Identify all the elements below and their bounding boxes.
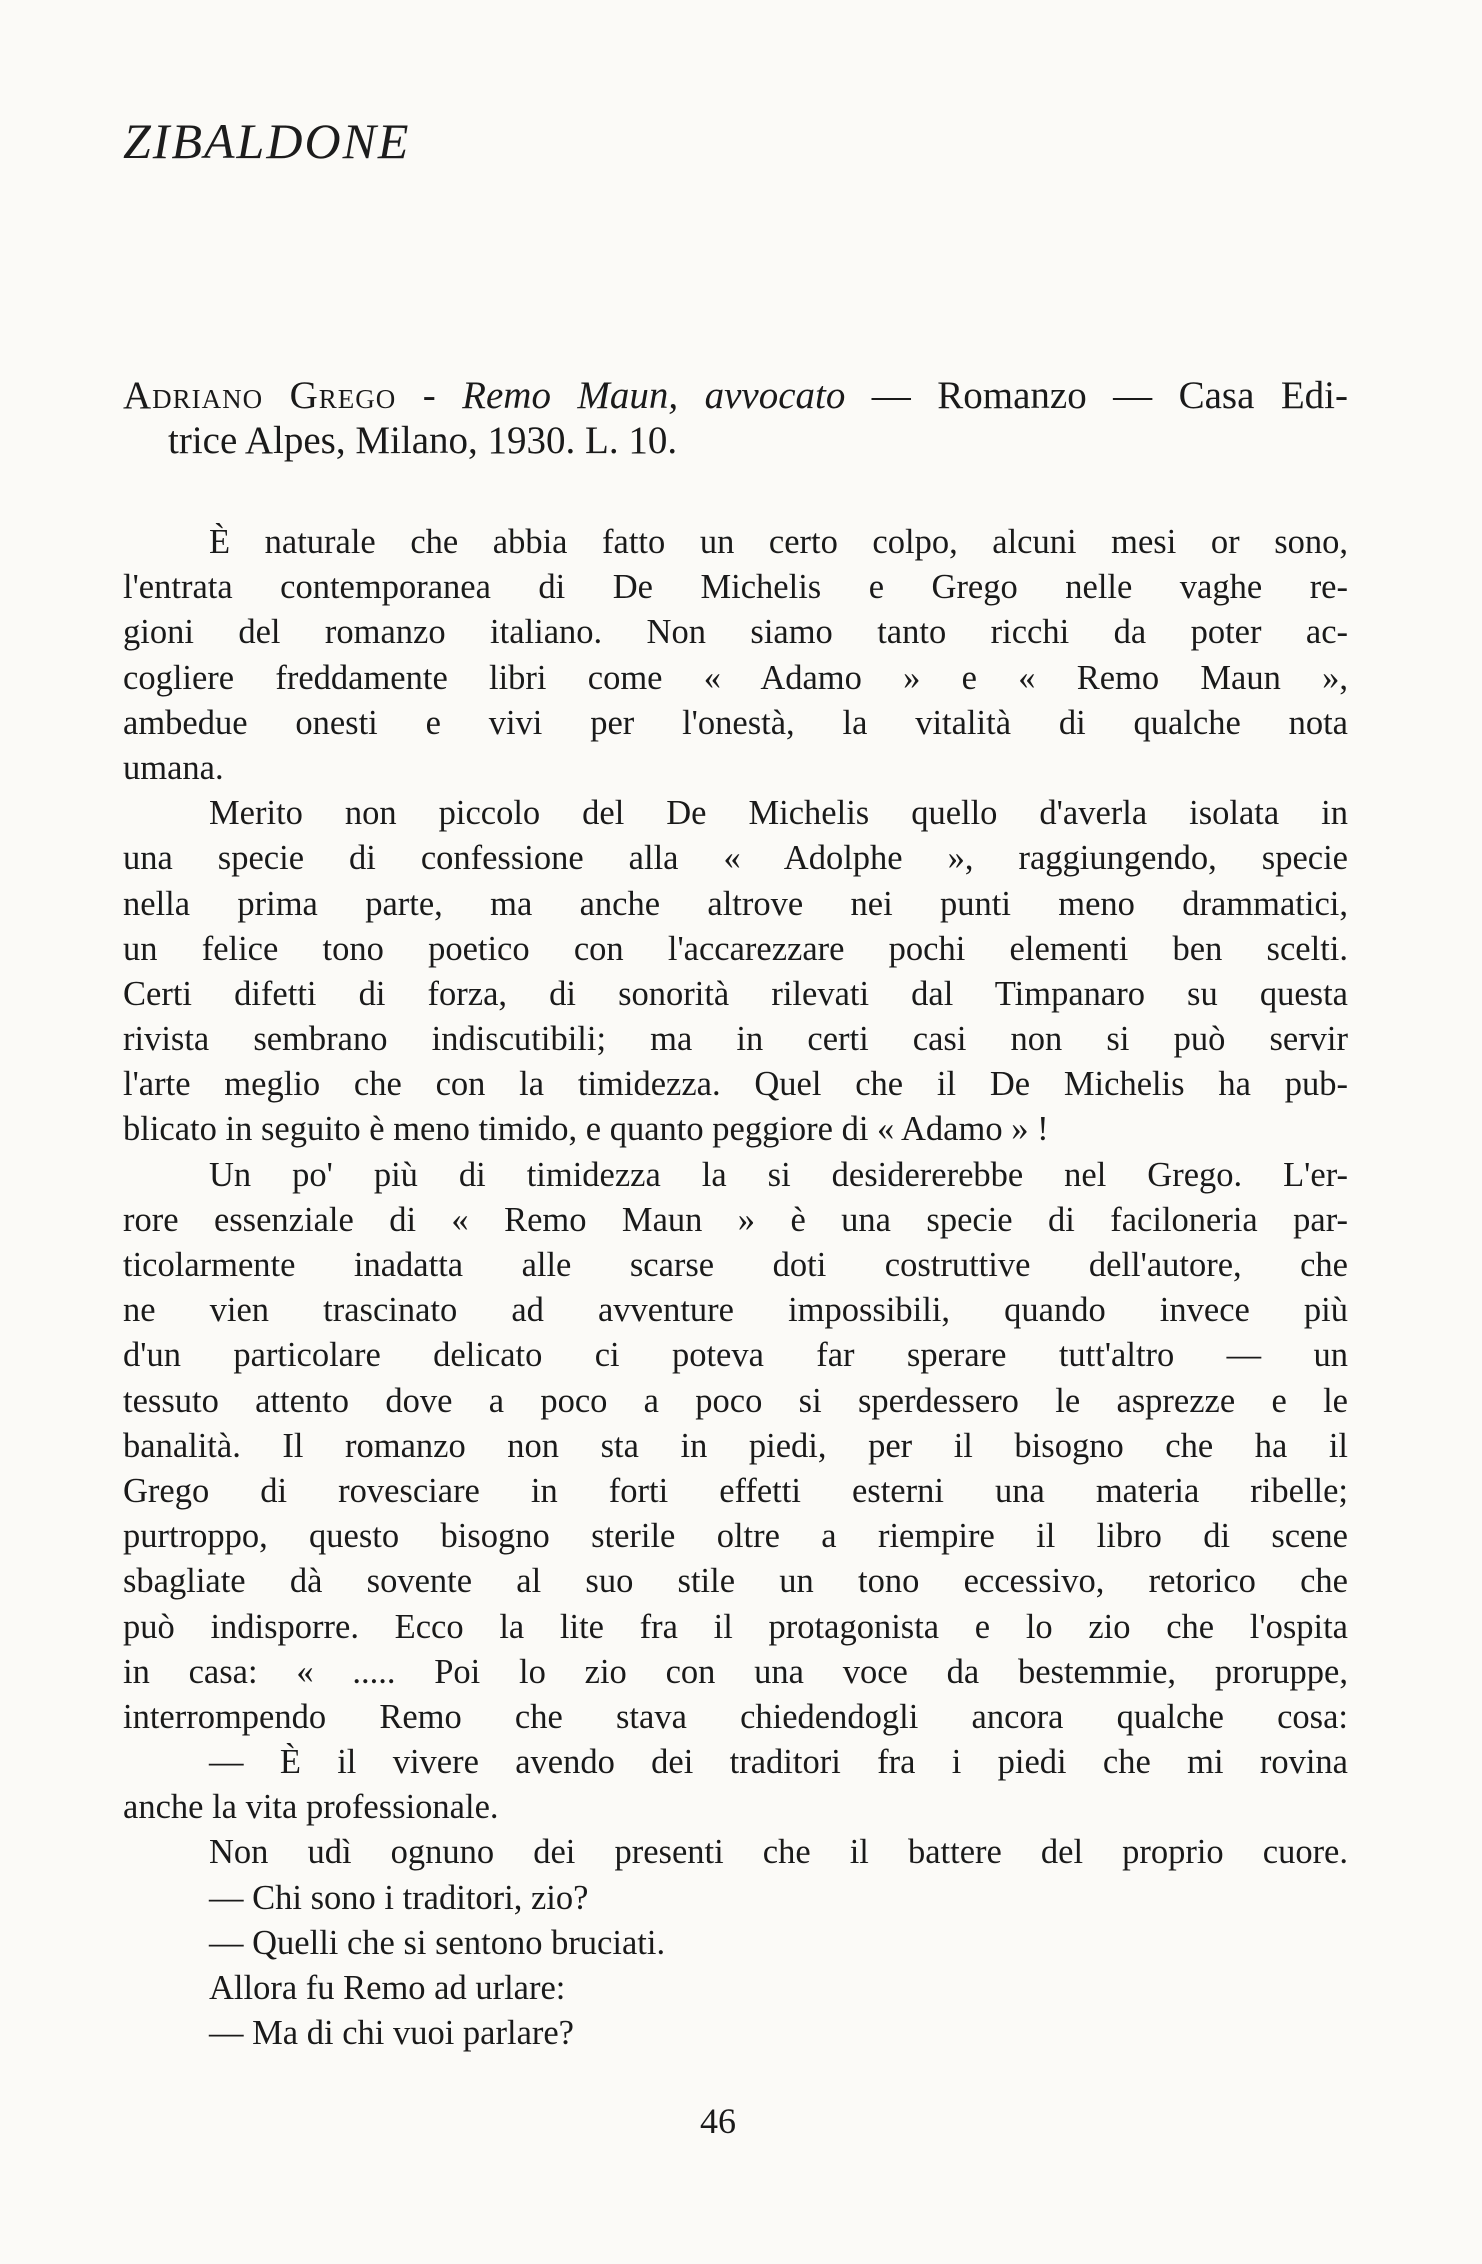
paragraph-line: l'entrata contemporanea di De Michelis e Grego nelle vaghe re- <box>123 568 1348 607</box>
paragraph-line: cogliere freddamente libri come « Adamo » e « Remo Maun », <box>123 658 1348 697</box>
citation-separator: - <box>396 374 463 417</box>
paragraph-line: può indisporre. Ecco la lite fra il protagonista e lo zio che l'ospita <box>123 1607 1348 1646</box>
paragraph-line: — È il vivere avendo dei traditori fra i piedi che mi rovina <box>209 1743 1348 1782</box>
citation-line-1 <box>123 373 1348 418</box>
paragraph-line: in casa: « ..... Poi lo zio con una voce da bestemmie, proruppe, <box>123 1652 1348 1691</box>
citation-line-2: trice Alpes, Milano, 1930. L. 10. <box>168 419 678 463</box>
dialogue-line: — Chi sono i traditori, zio? <box>209 1878 589 1917</box>
paragraph-line: ne vien trascinato ad avventure impossibili, quando invece più <box>123 1291 1348 1330</box>
paragraph-line: Non udì ognuno dei presenti che il battere del proprio cuore. <box>209 1833 1348 1872</box>
paragraph-line: purtroppo, questo bisogno sterile oltre a riempire il libro di scene <box>123 1517 1348 1556</box>
paragraph-line: l'arte meglio che con la timidezza. Quel che il De Michelis ha pub- <box>123 1065 1348 1104</box>
review-body <box>123 520 1348 2056</box>
paragraph-line: umana. <box>123 748 224 787</box>
paragraph-line: Merito non piccolo del De Michelis quello d'averla isolata in <box>209 794 1348 833</box>
paragraph-line: rore essenziale di « Remo Maun » è una specie di faciloneria par- <box>123 1200 1348 1239</box>
paragraph-line: Grego di rovesciare in forti effetti esterni una materia ribelle; <box>123 1471 1348 1510</box>
paragraph-line: gioni del romanzo italiano. Non siamo tanto ricchi da poter ac- <box>123 613 1348 652</box>
page-number: 46 <box>700 2101 736 2141</box>
dialogue-line: — Ma di chi vuoi parlare? <box>209 2014 574 2053</box>
paragraph-line: blicato in seguito è meno timido, e quanto peggiore di « Adamo » ! <box>123 1110 1049 1149</box>
paragraph-line: sbagliate dà sovente al suo stile un tono eccessivo, retorico che <box>123 1562 1348 1601</box>
paragraph-line: nella prima parte, ma anche altrove nei punti meno drammatici, <box>123 884 1348 923</box>
paragraph-line: ambedue onesti e vivi per l'onestà, la vitalità di qualche nota <box>123 703 1348 742</box>
dialogue-line: Allora fu Remo ad urlare: <box>209 1969 566 2007</box>
book-citation <box>123 373 1348 464</box>
paragraph-line: una specie di confessione alla « Adolphe », raggiungendo, specie <box>123 839 1348 878</box>
paragraph-line: È naturale che abbia fatto un certo colpo, alcuni mesi or sono, <box>209 523 1348 561</box>
book-title: Remo Maun, avvocato <box>462 374 846 417</box>
paragraph-line: interrompendo Remo che stava chiedendogli ancora qualche cosa: <box>123 1697 1348 1736</box>
paragraph-line: Certi difetti di forza, di sonorità rilevati dal Timpanaro su questa <box>123 974 1348 1013</box>
running-header: ZIBALDONE <box>123 113 411 169</box>
paragraph-line: rivista sembrano indiscutibili; ma in certi casi non si può servir <box>123 1020 1348 1059</box>
paragraph-line: tessuto attento dove a poco a poco si sperdessero le asprezze e le <box>123 1381 1348 1420</box>
paragraph-line: d'un particolare delicato ci poteva far sperare tutt'altro — un <box>123 1336 1348 1375</box>
dialogue-line: — Quelli che si sentono bruciati. <box>209 1923 666 1962</box>
paragraph-line: anche la vita professionale. <box>123 1788 499 1827</box>
paragraph-line: ticolarmente inadatta alle scarse doti costruttive dell'autore, che <box>123 1246 1348 1284</box>
paragraph-line: banalità. Il romanzo non sta in piedi, per il bisogno che ha il <box>123 1426 1348 1465</box>
paragraph-line: Un po' più di timidezza la si desidererebbe nel Grego. L'er- <box>209 1155 1348 1194</box>
citation-publisher: — Romanzo — Casa Edi- <box>845 374 1348 417</box>
paragraph-line: un felice tono poetico con l'accarezzare pochi elementi ben scelti. <box>123 929 1348 968</box>
author-first-name: Adriano <box>123 374 264 417</box>
author-last-name: Grego <box>289 374 397 417</box>
